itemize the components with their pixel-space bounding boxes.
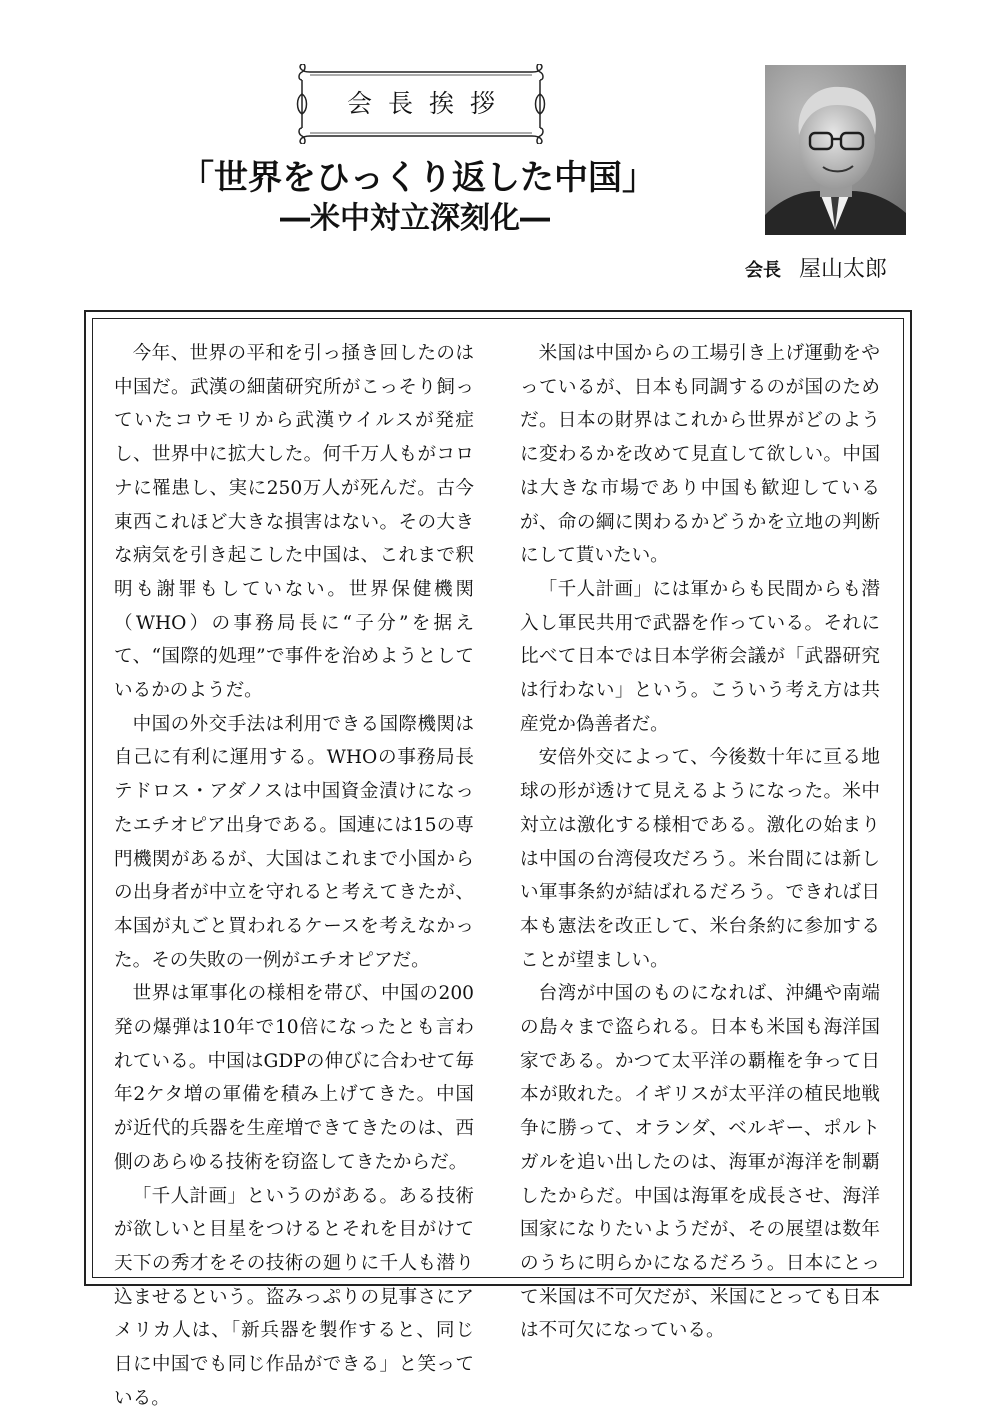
paragraph: 安倍外交によって、今後数十年に亘る地球の形が透けて見えるようになった。米中対立は激化する様相である。激化の始まりは中国の台湾侵攻だろう。米台間には新しい軍事条約が結ばれるだろう。できれば日本も憲法を改正して、米台条約に参加することが望ましい。 xyxy=(520,747,880,971)
section-badge xyxy=(296,64,546,144)
article-subtitle: ―米中対立深刻化― xyxy=(280,201,550,236)
author-credit xyxy=(745,252,915,283)
portrait-photo-icon xyxy=(765,65,906,235)
author-name: 屋山太郎 xyxy=(799,257,888,282)
author-role: 会長 xyxy=(745,260,781,281)
article-title: 「世界をひっくり返した中国」 xyxy=(180,158,656,198)
author-portrait xyxy=(765,65,906,235)
paragraph: 台湾が中国のものになれば、沖縄や南端の島々まで盗られる。日本も米国も海洋国家である。かつて太平洋の覇権を争って日本が敗れた。イギリスが太平洋の植民地戦争に勝って、オランダ、ベルギー、ポルトガルを追い出したのは、海軍が海洋を制覇したからだ。中国は海軍を成長させ、海洋国家になりたいようだが、その展望は数年のうちに明らかになるだろう。日本にとって米国は不可欠だが、米国にとっても日本は不可欠になっている。 xyxy=(520,983,880,1342)
article-column-right xyxy=(520,337,880,1348)
paragraph: 世界は軍事化の様相を帯び、中国の200発の爆弾は10年で10倍になったとも言われている。中国はGDPの伸びに合わせて毎年2ケタ増の軍備を積み上げてきた。中国が近代的兵器を生産増できてきたのは、西側のあらゆる技術を窃盗してきたからだ。 xyxy=(114,983,474,1173)
paragraph: 「千人計画」には軍からも民間からも潜入し軍民共用で武器を作っている。それに比べて日本では日本学術会議が「武器研究は行わない」という。こういう考え方は共産党か偽善者だ。 xyxy=(520,578,880,735)
paragraph: 「千人計画」というのがある。ある技術が欲しいと目星をつけるとそれを目がけて天下の秀才をその技術の廻りに千人も潜り込ませるという。盗みっぷりの見事さにアメリカ人は、「新兵器を製作すると、同じ日に中国でも同じ作品ができる」と笑っている。 xyxy=(114,1185,474,1409)
article-column-left xyxy=(114,337,474,1416)
section-badge-label: 会長挨拶 xyxy=(346,89,511,118)
paragraph: 今年、世界の平和を引っ掻き回したのは中国だ。武漢の細菌研究所がこっそり飼っていたコウモリから武漢ウイルスが発症し、世界中に拡大した。何千万人もがコロナに罹患し、実に250万人が死んだ。古今東西これほど大きな損害はない。その大きな病気を引き起こした中国は、これまで釈明も謝罪もしていない。世界保健機関（WHO）の事務局長に“子分”を据えて、“国際的処理”で事件を治めようとしているかのようだ。 xyxy=(114,343,474,702)
paragraph: 米国は中国からの工場引き上げ運動をやっているが、日本も同調するのが国のためだ。日本の財界はこれから世界がどのように変わるかを改めて見直して欲しい。中国は大きな市場であり中国も歓迎しているが、命の綱に関わるかどうかを立地の判断にして貰いたい。 xyxy=(520,343,880,567)
paragraph: 中国の外交手法は利用できる国際機関は自己に有利に運用する。WHOの事務局長テドロス・アダノスは中国資金漬けになったエチオピア出身である。国連には15の専門機関があるが、大国はこれまで小国からの出身者が中立を守れると考えてきたが、本国が丸ごと買われるケースを考えなかった。その失敗の一例がエチオピアだ。 xyxy=(114,713,474,971)
